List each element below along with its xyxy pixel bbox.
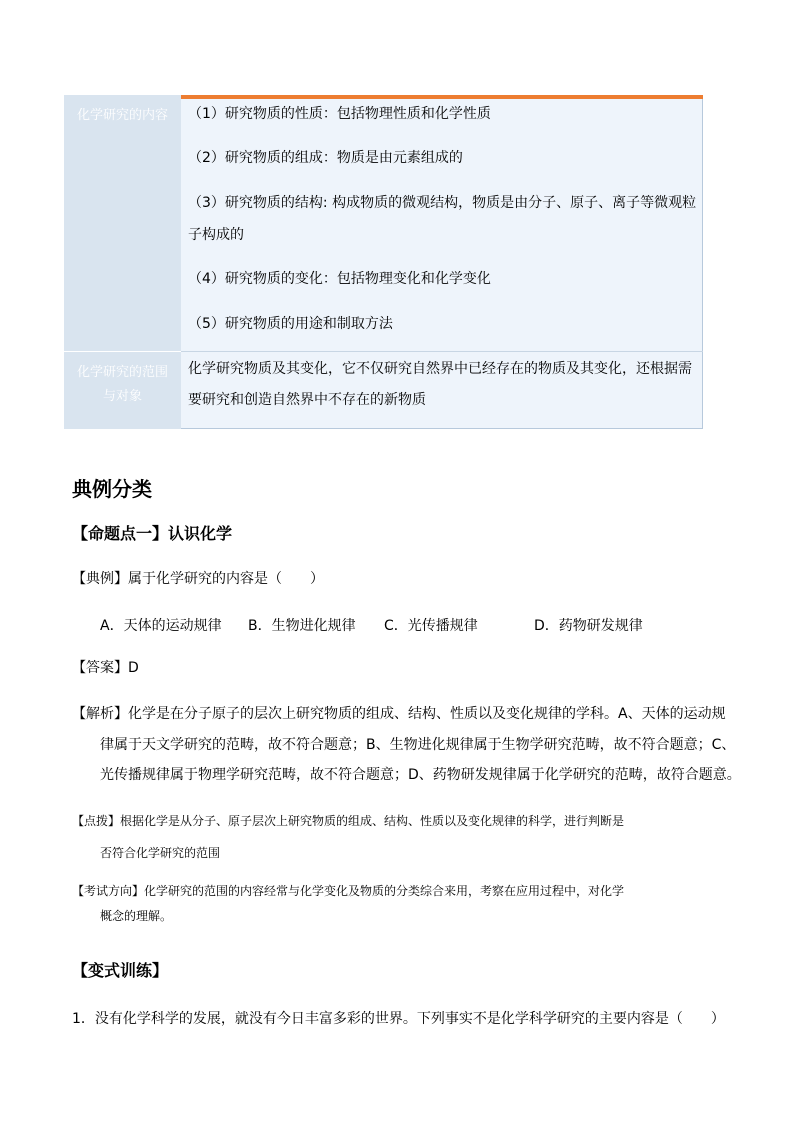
hint-line-1: 【点拨】根据化学是从分子、原子层次上研究物质的组成、结构、性质以及变化规律的科学，进行判断是 xyxy=(72,814,625,828)
option-a: A．天体的运动规律 xyxy=(100,618,222,634)
exam-line-1: 【考试方向】化学研究的范围的内容经常与化学变化及物质的分类综合来用，考察在应用过程中，对化学 xyxy=(72,884,625,898)
analysis-line-3: 光传播规律属于物理学研究范畴，故不符合题意；D、药物研发规律属于化学研究的范畴，故符合题意。 xyxy=(100,767,741,783)
row-label-scope-line-2: 与对象 xyxy=(102,389,142,404)
option-c: C．光传播规律 xyxy=(384,618,478,634)
content-item-3: （3）研究物质的结构: 构成物质的微观结构，物质是由分子、原子、离子等微观粒 xyxy=(188,195,697,211)
variant-title: 【变式训练】 xyxy=(72,961,169,980)
section-title: 典例分类 xyxy=(72,477,152,501)
exam-line-2: 概念的理解。 xyxy=(100,909,173,923)
option-b: B．生物进化规律 xyxy=(248,618,356,634)
option-d: D．药物研发规律 xyxy=(534,618,643,634)
topic-title: 【命题点一】认识化学 xyxy=(72,524,233,543)
row-label-content: 化学研究的内容 xyxy=(64,95,181,351)
content-item-1: （1）研究物质的性质：包括物理性质和化学性质 xyxy=(188,106,491,122)
content-item-4: （4）研究物质的变化：包括物理变化和化学变化 xyxy=(188,271,491,287)
content-item-3-cont: 子构成的 xyxy=(188,227,244,243)
answer: 【答案】D xyxy=(72,660,139,676)
knowledge-table xyxy=(64,95,703,429)
content-item-2: （2）研究物质的组成：物质是由元素组成的 xyxy=(188,150,463,166)
analysis-line-1: 【解析】化学是在分子原子的层次上研究物质的组成、结构、性质以及变化规律的学科。A、天体的运动规 xyxy=(72,706,726,722)
row-label-scope-line-1: 化学研究的范围 xyxy=(76,365,168,380)
question-1: 1．没有化学科学的发展，就没有今日丰富多彩的世界。下列事实不是化学科学研究的主要内容是（ ） xyxy=(72,1011,725,1027)
scope-line-2: 要研究和创造自然界中不存在的新物质 xyxy=(188,392,426,408)
content-item-5: （5）研究物质的用途和制取方法 xyxy=(188,316,393,332)
scope-line-1: 化学研究物质及其变化，它不仅研究自然界中已经存在的物质及其变化，还根据需 xyxy=(188,361,692,377)
hint-line-2: 否符合化学研究的范围 xyxy=(100,846,221,860)
example-question: 【典例】属于化学研究的内容是（ ） xyxy=(72,571,324,587)
row-label-scope xyxy=(64,352,181,429)
analysis-line-2: 律属于天文学研究的范畴，故不符合题意；B、生物进化规律属于生物学研究范畴，故不符合题意；C、 xyxy=(100,737,736,753)
